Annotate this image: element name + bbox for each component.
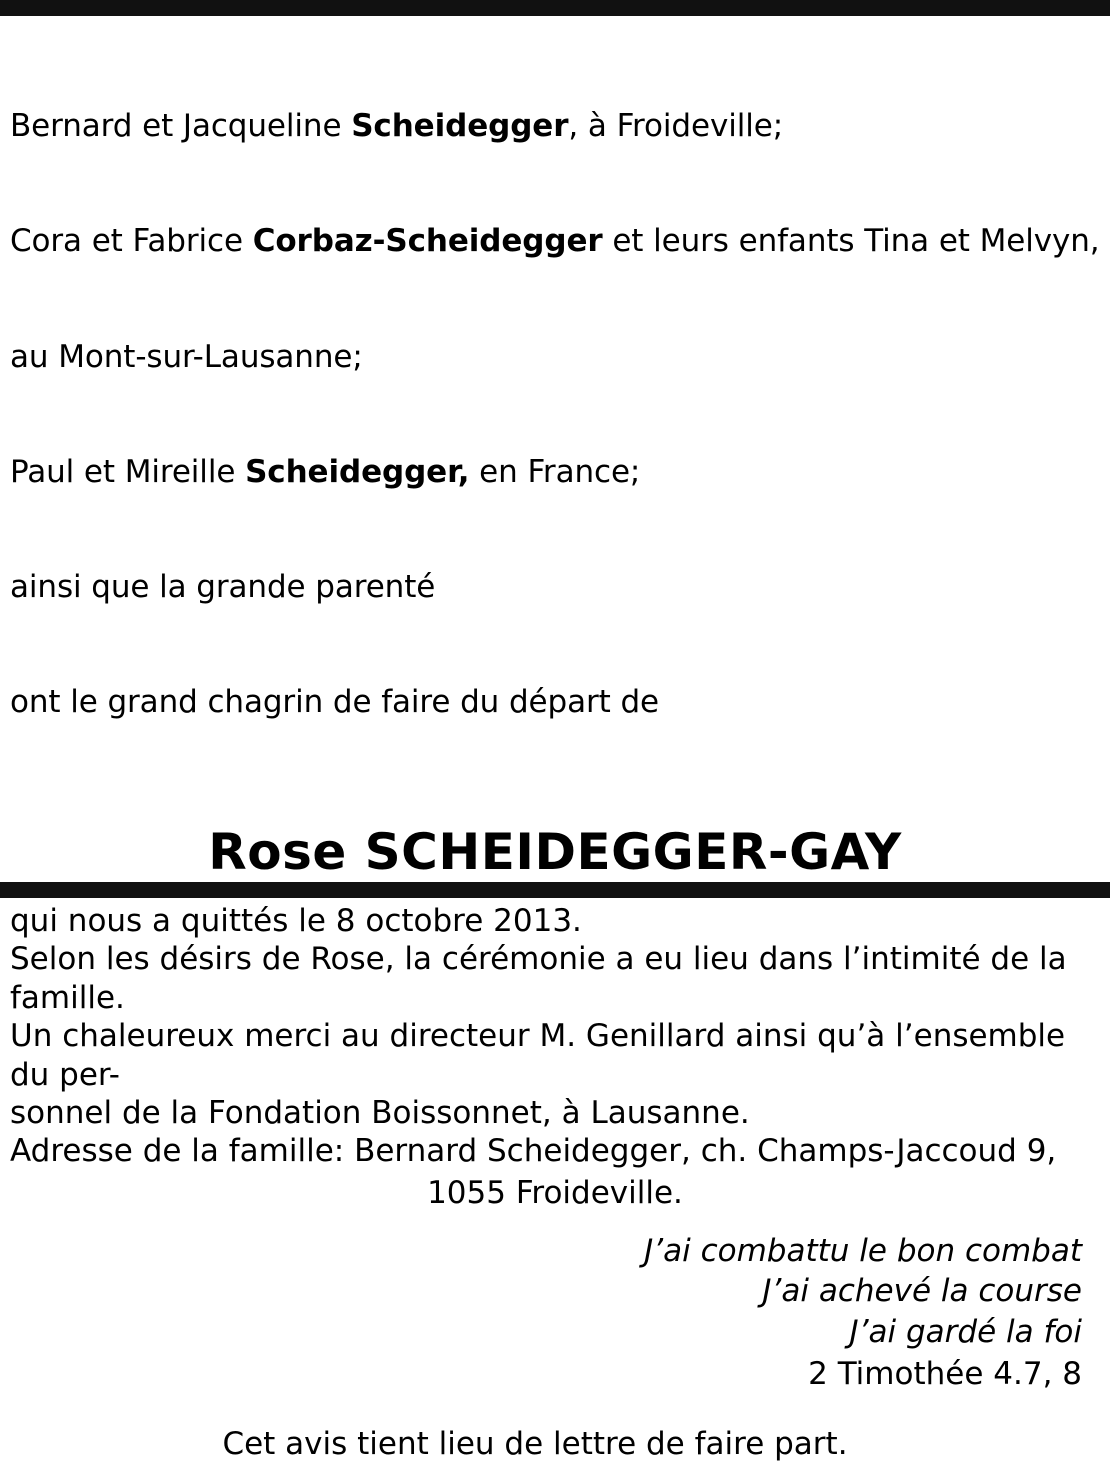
intro-line-6-pre: ont le grand chagrin de faire du départ de (10, 684, 660, 721)
bottom-rule (0, 882, 1110, 898)
intro-line-1-bold: Scheidegger (351, 107, 569, 144)
intro-line-3-pre: au Mont-sur-Lausanne; (10, 338, 363, 375)
intro-paragraph (10, 30, 1100, 799)
body-line-5: Adresse de la famille: Bernard Scheidegger, ch. Champs-Jaccoud 9, (10, 1133, 1057, 1170)
top-rule (0, 0, 1110, 16)
verse-block (10, 1231, 1100, 1352)
intro-line-1-pre: Bernard et Jacqueline (10, 107, 352, 144)
intro-line-4-pre: Paul et Mireille (10, 453, 246, 490)
body-line-4: sonnel de la Fondation Boissonnet, à Lausanne. (10, 1094, 750, 1131)
intro-line-2-pre: Cora et Fabrice (10, 223, 253, 260)
intro-line-6 (10, 683, 1100, 721)
intro-line-4-post: en France; (469, 453, 641, 490)
intro-line-2-bold: Corbaz-Scheidegger (252, 223, 603, 260)
address-postcode: 1055 (427, 1174, 516, 1211)
intro-line-5 (10, 568, 1100, 606)
body-paragraph (10, 902, 1100, 1171)
intro-line-1-post: , à Froideville; (568, 107, 784, 144)
verse-line-2: J’ai achevé la course (762, 1273, 1082, 1310)
address-town: Froideville. (515, 1174, 683, 1211)
intro-line-4-bold: Scheidegger, (245, 453, 470, 490)
body-line-1: qui nous a quittés le 8 octobre 2013. (10, 902, 582, 939)
notice-content (0, 16, 1110, 1463)
verse-reference: 2 Timothée 4.7, 8 (808, 1356, 1082, 1392)
intro-line-5-pre: ainsi que la grande parenté (10, 569, 436, 606)
body-line-3: Un chaleureux merci au directeur M. Genillard ainsi qu’à l’ensemble du per- (10, 1018, 1066, 1093)
verse-line-3: J’ai gardé la foi (849, 1313, 1082, 1350)
intro-line-2-post: et leurs enfants Tina et Melvyn, (602, 223, 1100, 260)
intro-line-3 (10, 338, 1100, 376)
closing-line: Cet avis tient lieu de lettre de faire part. (222, 1426, 848, 1463)
intro-line-2 (10, 222, 1100, 260)
deceased-name: Rose SCHEIDEGGER-GAY (208, 822, 902, 881)
address-locality (10, 1173, 1100, 1213)
verse-line-1: J’ai combattu le bon combat (644, 1233, 1082, 1270)
body-line-2: Selon les désirs de Rose, la cérémonie a eu lieu dans l’intimité de la famille. (10, 941, 1067, 1016)
intro-line-4 (10, 453, 1100, 491)
intro-line-1 (10, 107, 1100, 145)
